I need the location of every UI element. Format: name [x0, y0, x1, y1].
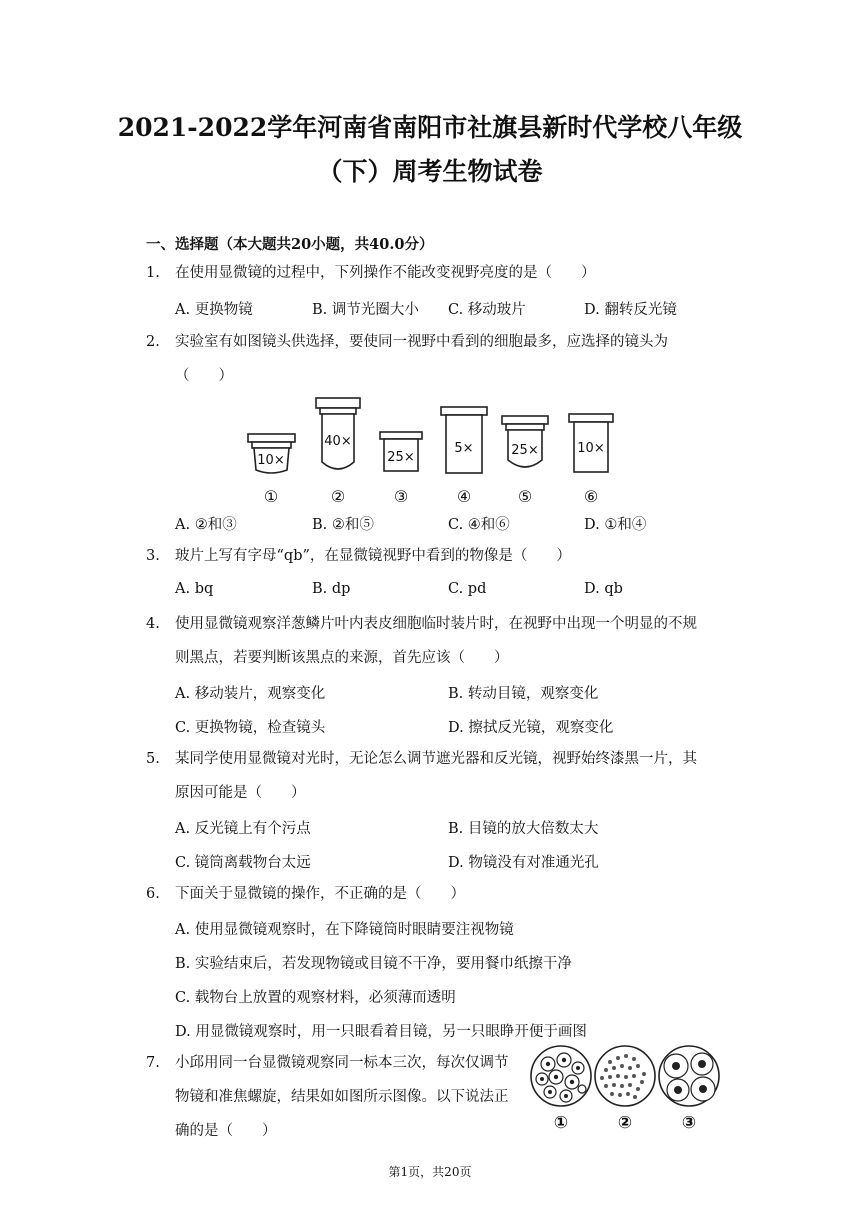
- document-title-line-1: 2021-2022学年河南省南阳市社旗县新时代学校八年级: [117, 113, 743, 142]
- question-number: 4.: [146, 616, 160, 632]
- option-d: D. qb: [584, 581, 623, 597]
- option-c: C. 移动玻片: [448, 302, 526, 318]
- view-3: [659, 1046, 719, 1106]
- option-b: B. dp: [312, 581, 351, 597]
- lens-1-label: 10×: [257, 453, 285, 468]
- lens-4-number: ④: [456, 487, 472, 506]
- option-a: A. ②和③: [175, 517, 237, 533]
- option-d: D. ①和④: [584, 517, 647, 533]
- view-2-number: ②: [617, 1113, 633, 1133]
- microscope-views-figure: [528, 1044, 728, 1134]
- question-text: 原因可能是（ ）: [175, 785, 306, 801]
- question-number: 2.: [146, 334, 160, 350]
- document-title-line-2: （下）周考生物试卷: [317, 157, 543, 186]
- option-b: B. 调节光圈大小: [312, 302, 419, 318]
- question-text: 在使用显微镜的过程中，下列操作不能改变视野亮度的是（ ）: [175, 265, 596, 281]
- lens-6-label: 10×: [577, 441, 605, 456]
- question-text: 则黑点，若要判断该黑点的来源，首先应该（ ）: [175, 650, 509, 666]
- option-c: C. 更换物镜，检查镜头: [175, 720, 326, 736]
- question-text: 使用显微镜观察洋葱鳞片叶内表皮细胞临时装片时，在视野中出现一个明显的不规: [175, 616, 697, 632]
- question-text: 玻片上写有字母“qb”，在显微镜视野中看到的物像是（ ）: [175, 548, 571, 564]
- option-a: A. 移动装片，观察变化: [175, 686, 326, 702]
- option-a: A. bq: [175, 581, 214, 597]
- view-2: [595, 1046, 655, 1106]
- section-heading: 一、选择题（本大题共20小题，共40.0分）: [146, 236, 434, 253]
- question-text: 下面关于显微镜的操作，不正确的是（ ）: [175, 886, 465, 902]
- lens-6-number: ⑥: [583, 487, 599, 506]
- lens-3-number: ③: [393, 487, 409, 506]
- lens-2-label: 40×: [324, 434, 352, 449]
- view-3-number: ③: [681, 1113, 697, 1133]
- option-c: C. 载物台上放置的观察材料，必须薄而透明: [175, 990, 456, 1006]
- lens-figure: [240, 392, 630, 508]
- lens-2-number: ②: [330, 487, 346, 506]
- question-text: 物镜和准焦螺旋，结果如如图所示图像。以下说法正: [175, 1089, 509, 1105]
- option-a: A. 使用显微镜观察时，在下降镜筒时眼睛要注视物镜: [175, 922, 514, 938]
- view-1-number: ①: [553, 1113, 569, 1133]
- lens-4-eyepiece: [441, 407, 487, 473]
- lens-4-label: 5×: [454, 441, 474, 456]
- page-footer: 第1页，共20页: [388, 1165, 472, 1179]
- lens-5-label: 25×: [511, 443, 539, 458]
- option-a: A. 更换物镜: [175, 302, 253, 318]
- lens-5-objective: [502, 416, 548, 467]
- lens-1-number: ①: [263, 487, 279, 506]
- view-1: [531, 1046, 591, 1106]
- option-d: D. 翻转反光镜: [584, 302, 677, 318]
- lens-5-number: ⑤: [517, 487, 533, 506]
- question-number: 7.: [146, 1055, 160, 1071]
- option-d: D. 物镜没有对准通光孔: [448, 855, 599, 871]
- question-number: 6.: [146, 886, 160, 902]
- question-text: 小邱用同一台显微镜观察同一标本三次，每次仅调节: [175, 1055, 509, 1071]
- option-b: B. 转动目镜，观察变化: [448, 686, 599, 702]
- question-number: 1.: [146, 265, 160, 281]
- option-c: C. ④和⑥: [448, 517, 510, 533]
- question-number: 5.: [146, 751, 160, 767]
- question-text: 确的是（ ）: [175, 1123, 277, 1139]
- option-b: B. ②和⑤: [312, 517, 374, 533]
- option-d: D. 擦拭反光镜，观察变化: [448, 720, 614, 736]
- option-a: A. 反光镜上有个污点: [175, 821, 311, 837]
- option-c: C. 镜筒离载物台太远: [175, 855, 311, 871]
- option-b: B. 实验结束后，若发现物镜或目镜不干净，要用餐巾纸擦干净: [175, 956, 572, 972]
- option-c: C. pd: [448, 581, 487, 597]
- question-text: 实验室有如图镜头供选择，要使同一视野中看到的细胞最多，应选择的镜头为: [175, 334, 668, 350]
- option-d: D. 用显微镜观察时，用一只眼看着目镜，另一只眼睁开便于画图: [175, 1024, 587, 1040]
- question-text: 某同学使用显微镜对光时，无论怎么调节遮光器和反光镜，视野始终漆黑一片，其: [175, 751, 697, 767]
- lens-3-label: 25×: [387, 450, 415, 465]
- question-number: 3.: [146, 548, 160, 564]
- option-b: B. 目镜的放大倍数太大: [448, 821, 599, 837]
- question-text: （ ）: [175, 368, 233, 384]
